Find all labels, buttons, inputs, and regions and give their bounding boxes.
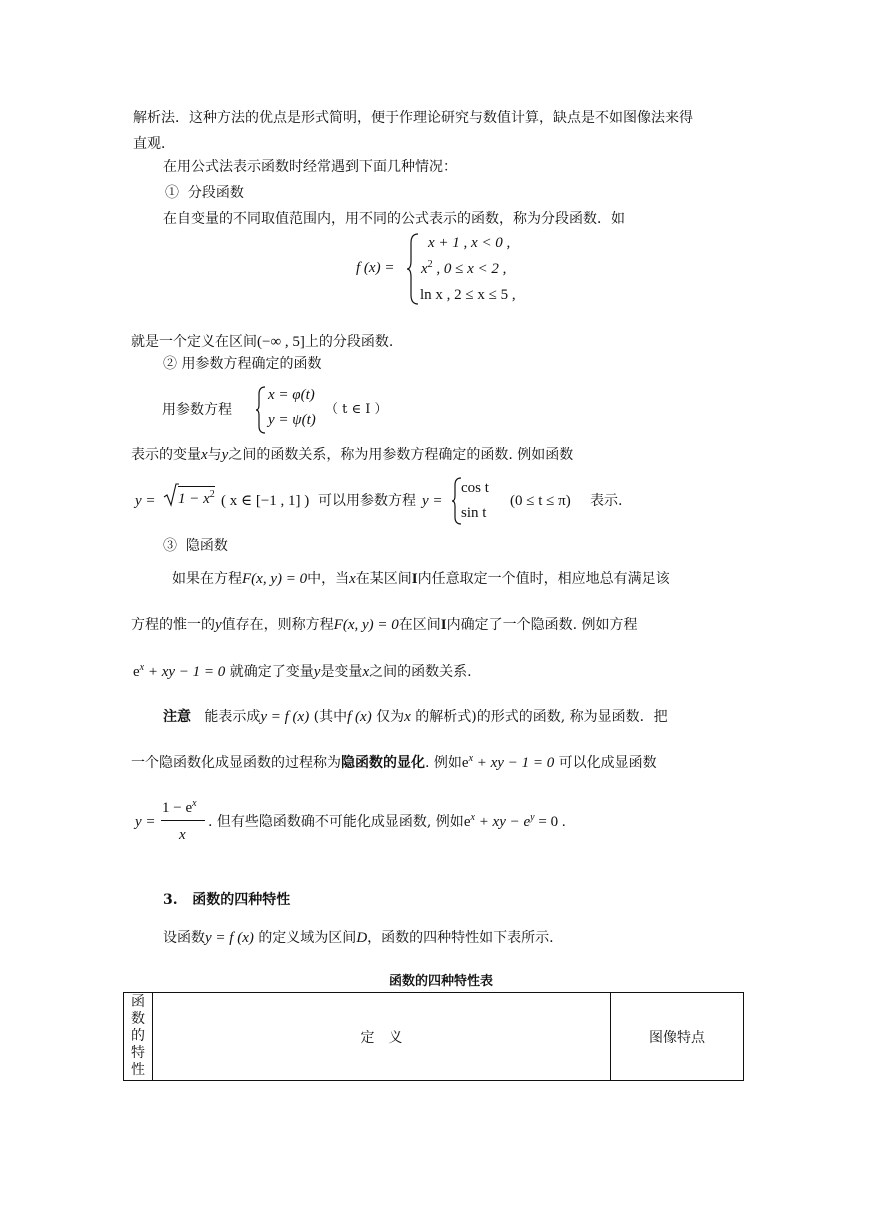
subsection-title: 用参数方程确定的函数 (181, 356, 322, 372)
subsection-heading (163, 537, 228, 555)
header-feature: 函 数 的 特 性 (124, 993, 153, 1081)
explicit-y: y = (135, 814, 156, 830)
paragraph-line: 一个隐函数化成显函数的过程称为隐函数的显化. 例如$e^x$ + xy − 1 = 0 可以化成显函数 (131, 753, 657, 771)
radical-sign (163, 482, 179, 508)
subsection-title: 分段函数 (187, 185, 244, 201)
subsection-heading (163, 355, 321, 373)
feature-table (123, 992, 744, 1081)
paragraph-line: $e^x$ + xy − 1 = 0 就确定了变量y是变量x之间的函数关系. (133, 662, 472, 680)
paragraph-line: 解析法．这种方法的优点是形式简明，便于作理论研究与数值计算，缺点是不如图像法来得 (133, 110, 693, 126)
parametric-eq-y: y = ψ(t) (268, 412, 316, 428)
param-cos: cos t (461, 480, 489, 496)
parametric-label: 用参数方程 (162, 402, 232, 418)
paragraph-text: 表示. (590, 493, 623, 509)
left-brace (255, 386, 267, 434)
paragraph-line: 就是一个定义在区间(−∞ , 5]上的分段函数. (131, 334, 394, 350)
parametric-eq-x: x = φ(t) (268, 387, 315, 403)
table-header-row (124, 993, 744, 1081)
paragraph-line: . 但有些隐函数确不可能化成显函数, 例如$e^x$ + xy − $e^y = 0$ . (208, 812, 566, 830)
section-title: 函数的四种特性 (192, 892, 291, 908)
paragraph-text: 可以用参数方程 (318, 493, 416, 509)
piecewise-case-3: ln x , 2 ≤ x ≤ 5 , (420, 287, 516, 303)
circled-number-1: ① (165, 185, 179, 201)
param-sin: sin t (461, 505, 487, 521)
fraction-numerator: $1 - e^x$ (162, 798, 197, 816)
paragraph-line: 直观． (133, 136, 175, 152)
left-brace (406, 233, 420, 305)
interval: (−∞ , 5] (257, 334, 305, 350)
example-y: y = (135, 493, 156, 509)
radicand: $1 - x^2$ (178, 486, 215, 507)
paragraph-line: 在用公式法表示函数时经常遇到下面几种情况： (163, 159, 457, 175)
domain: ( x ∈ [−1 , 1] ) (221, 493, 310, 509)
subsection-heading (165, 184, 244, 202)
fraction-denominator: x (179, 827, 186, 843)
fraction-line (161, 820, 205, 821)
paragraph-line: 如果在方程F(x, y) = 0中，当x在某区间I内任意取定一个值时，相应地总有满足该 (172, 571, 670, 587)
circled-number-3: ③ (163, 538, 177, 554)
note-label: 注意 (163, 709, 191, 725)
paragraph-line: 注意 能表示成y = f (x) (其中f (x) 仅为x 的解析式)的形式的函数, 称为显函数．把 (163, 709, 668, 725)
param-range: (0 ≤ t ≤ π) (510, 493, 571, 509)
piecewise-case-1: x + 1 , x < 0 , (428, 235, 511, 251)
paragraph-line: 设函数y = f (x) 的定义域为区间D，函数的四种特性如下表所示. (163, 930, 554, 946)
paragraph-line: 方程的惟一的y值存在，则称方程F(x, y) = 0在区间I内确定了一个隐函数. 例如方程 (131, 617, 638, 633)
example-y: y = (422, 493, 443, 509)
header-graph-features: 图像特点 (611, 993, 744, 1081)
paragraph-line: 在自变量的不同取值范围内，用不同的公式表示的函数，称为分段函数．如 (163, 211, 625, 227)
piecewise-lhs: f (x) = (356, 260, 395, 276)
section-heading (163, 891, 290, 909)
piecewise-case-2: $x^2$ , 0 ≤ x < 2 , (421, 259, 507, 277)
table-title: 函数的四种特性表 (389, 974, 494, 989)
section-number: 3. (163, 892, 178, 908)
header-definition: 定 义 (153, 993, 611, 1081)
paragraph-line: 表示的变量x与y之间的函数关系，称为用参数方程确定的函数. 例如函数 (131, 447, 574, 463)
bold-term: 隐函数的显化 (341, 755, 425, 771)
parametric-condition: （ t ∈ I ） (325, 402, 388, 417)
circled-number-2: ② (163, 356, 177, 372)
subsection-title: 隐函数 (185, 538, 228, 554)
